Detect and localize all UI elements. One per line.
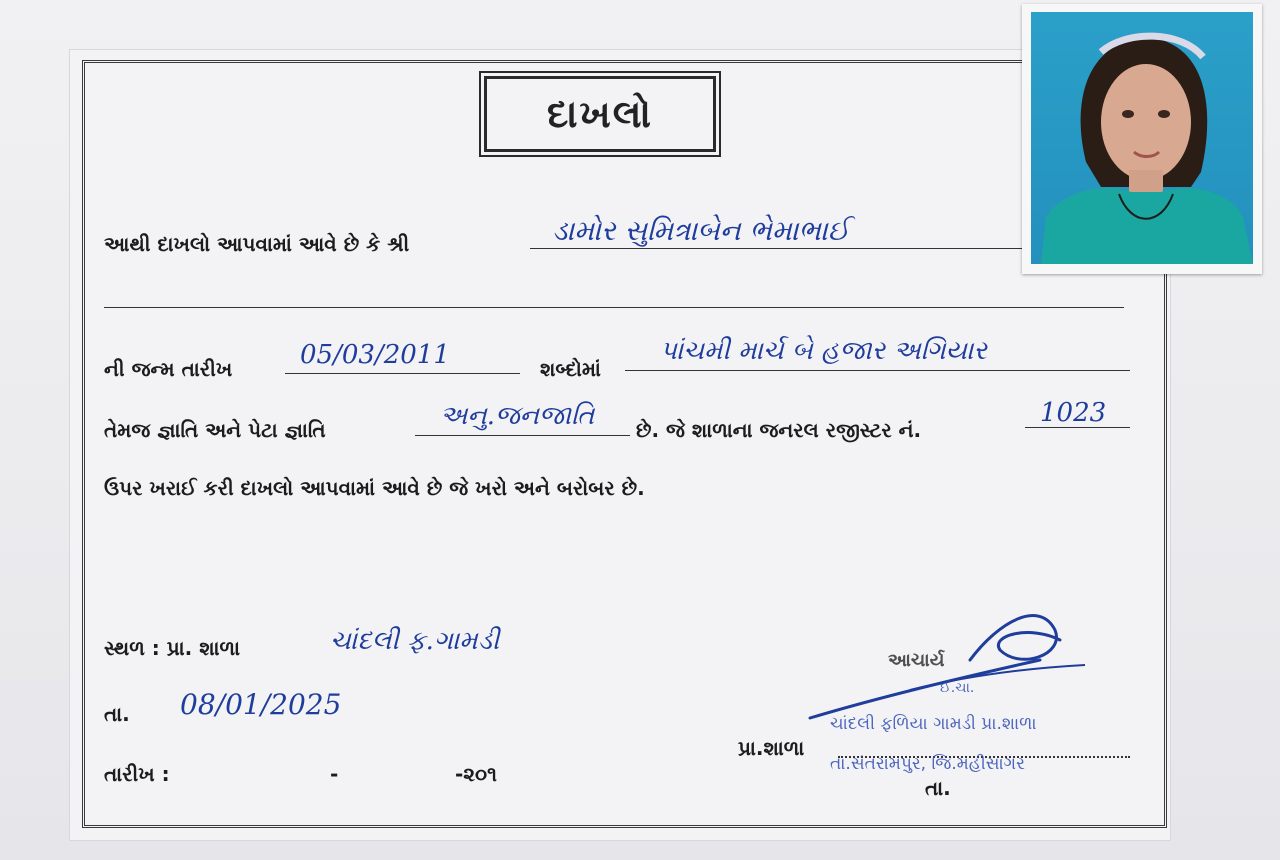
stamp-school-name: ચાંદલી ફળિયા ગામડી પ્રા.શાળા bbox=[830, 714, 1037, 734]
date-label: તા. bbox=[104, 702, 130, 726]
name-underline bbox=[530, 248, 1030, 249]
acharya-label: આચાર્ય bbox=[888, 650, 945, 671]
caste-value: અનુ.જનજાતિ bbox=[440, 401, 595, 431]
dob-words: પાંચમી માર્ચ બે હજાર અગિયાર bbox=[660, 336, 987, 366]
dob-underline bbox=[285, 373, 520, 374]
words-underline bbox=[625, 370, 1130, 371]
register-label: છે. જે શાળાના જનરલ રજીસ્ટર નં. bbox=[636, 418, 922, 442]
tarikh-dash: - bbox=[330, 762, 339, 786]
ta-label: તા. bbox=[925, 776, 951, 800]
register-number: 1023 bbox=[1040, 398, 1107, 428]
caste-underline bbox=[415, 435, 630, 436]
words-label: શબ્દોમાં bbox=[540, 357, 601, 381]
school-label: પ્રા.શાળા bbox=[738, 736, 805, 760]
tarikh-year: -૨૦૧ bbox=[455, 762, 497, 786]
certificate-title: દાખલો bbox=[484, 76, 716, 152]
dob-value: 05/03/2011 bbox=[300, 340, 450, 370]
verification-line: ઉપર ખરાઈ કરી દાખલો આપવામાં આવે છે જે ખરો અને બરોબર છે. bbox=[104, 476, 645, 500]
name-continuation-line bbox=[104, 307, 1124, 308]
tarikh-label: તારીખ : bbox=[104, 762, 170, 786]
student-photo-image bbox=[1031, 12, 1253, 264]
caste-label: તેમજ જ્ઞાતિ અને પેટા જ્ઞાતિ bbox=[104, 418, 326, 442]
student-name: ડામોર સુમિત્રાબેન ભેમાભાઈ bbox=[552, 214, 850, 247]
stamp-taluka: તા.સંતરામપુર, જિ.મહીસાગર bbox=[830, 754, 1025, 774]
register-underline bbox=[1025, 427, 1130, 428]
date-value: 08/01/2025 bbox=[180, 688, 342, 721]
place-label: સ્થળ : પ્રા. શાળા bbox=[104, 636, 241, 660]
place-value: ચાંદલી ફ.ગામડી bbox=[330, 626, 500, 656]
dob-label: ની જન્મ તારીખ bbox=[104, 357, 233, 381]
line1-prefix: આથી દાખલો આપવામાં આવે છે કે શ્રી bbox=[104, 232, 410, 256]
stamp-line1: ઈ.ચા. bbox=[940, 680, 975, 696]
student-photo bbox=[1022, 4, 1262, 274]
